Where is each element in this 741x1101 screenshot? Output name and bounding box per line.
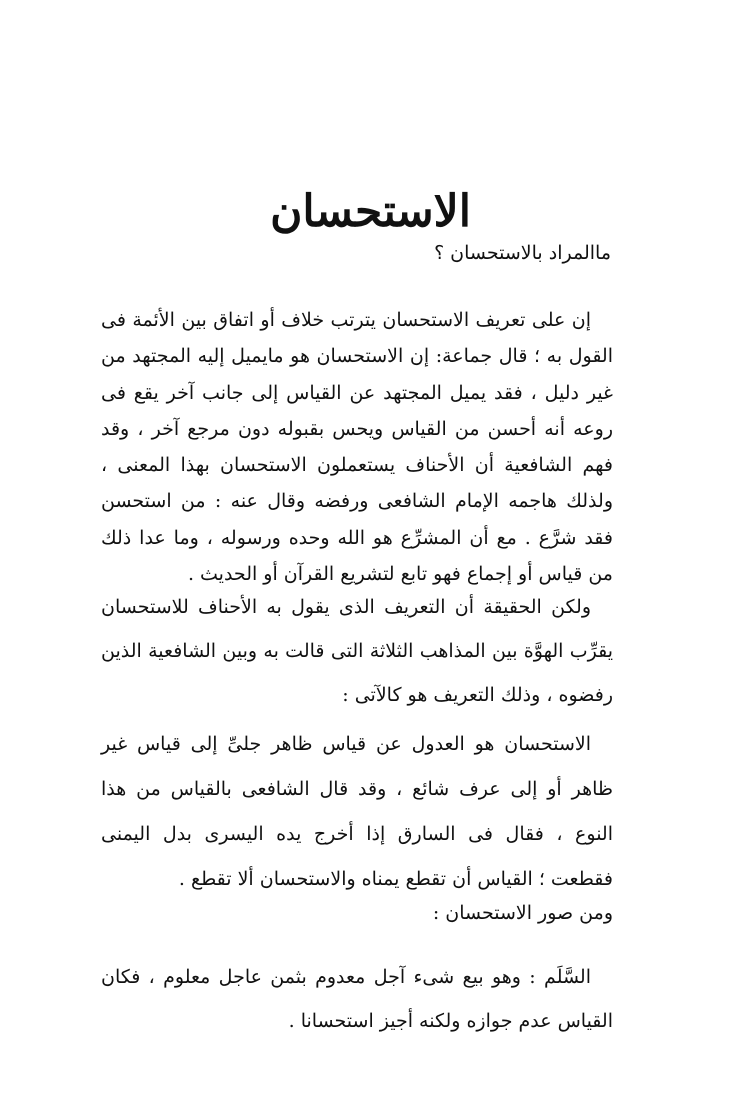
paragraph-definition-dispute: إن على تعريف الاستحسان يترتب خلاف أو اتفاق بين الأئمة فى القول به ؛ قال جماعة: إن الاستحسان هو مايميل إليه المجتهد من غير دليل ، فقد يميل المجتهد عن القياس إلى جانب آخر يقع فى روعه أنه أحسن من القياس ويحس بقبوله دون مرجع آخر ، وقد فهم الشافعية أن الأحناف يستعملون الاستحسان بهذا المعنى ، ولذلك هاجمه الإمام الشافعى ورفضه وقال عنه : من استحسن فقد شرَّع . مع أن المشرِّع هو الله وحده ورسوله ، وما عدا ذلك من قياس أو إجماع فهو تابع لتشريع القرآن أو الحديث . [101, 309, 613, 586]
page-title: الاستحسان [270, 186, 471, 238]
subheading-forms: ومن صور الاستحسان : [432, 902, 613, 924]
question-heading: ماالمراد بالاستحسان ؟ [434, 242, 611, 264]
paragraph-hanafi-definition: ولكن الحقيقة أن التعريف الذى يقول به الأحناف للاستحسان يقرِّب الهوَّة بين المذاهب الثلاثة التى قالت به وبين الشافعية الذين رفضوه ، وذلك التعريف هو كالآتى : [101, 596, 613, 706]
paragraph-istihsan-definition: الاستحسان هو العدول عن قياس ظاهر جلىِّ إلى قياس غير ظاهر أو إلى عرف شائع ، وقد قال الشافعى بالقياس من هذا النوع ، فقال فى السارق إذا أخرج يده اليسرى بدل اليمنى فقطعت ؛ القياس أن تقطع يمناه والاستحسان ألا تقطع . [101, 733, 613, 890]
paragraph-salam-example: السَّلَم : وهو بيع شىء آجل معدوم بثمن عاجل معلوم ، فكان القياس عدم جوازه ولكنه أجيز استحسانا . [101, 966, 613, 1032]
